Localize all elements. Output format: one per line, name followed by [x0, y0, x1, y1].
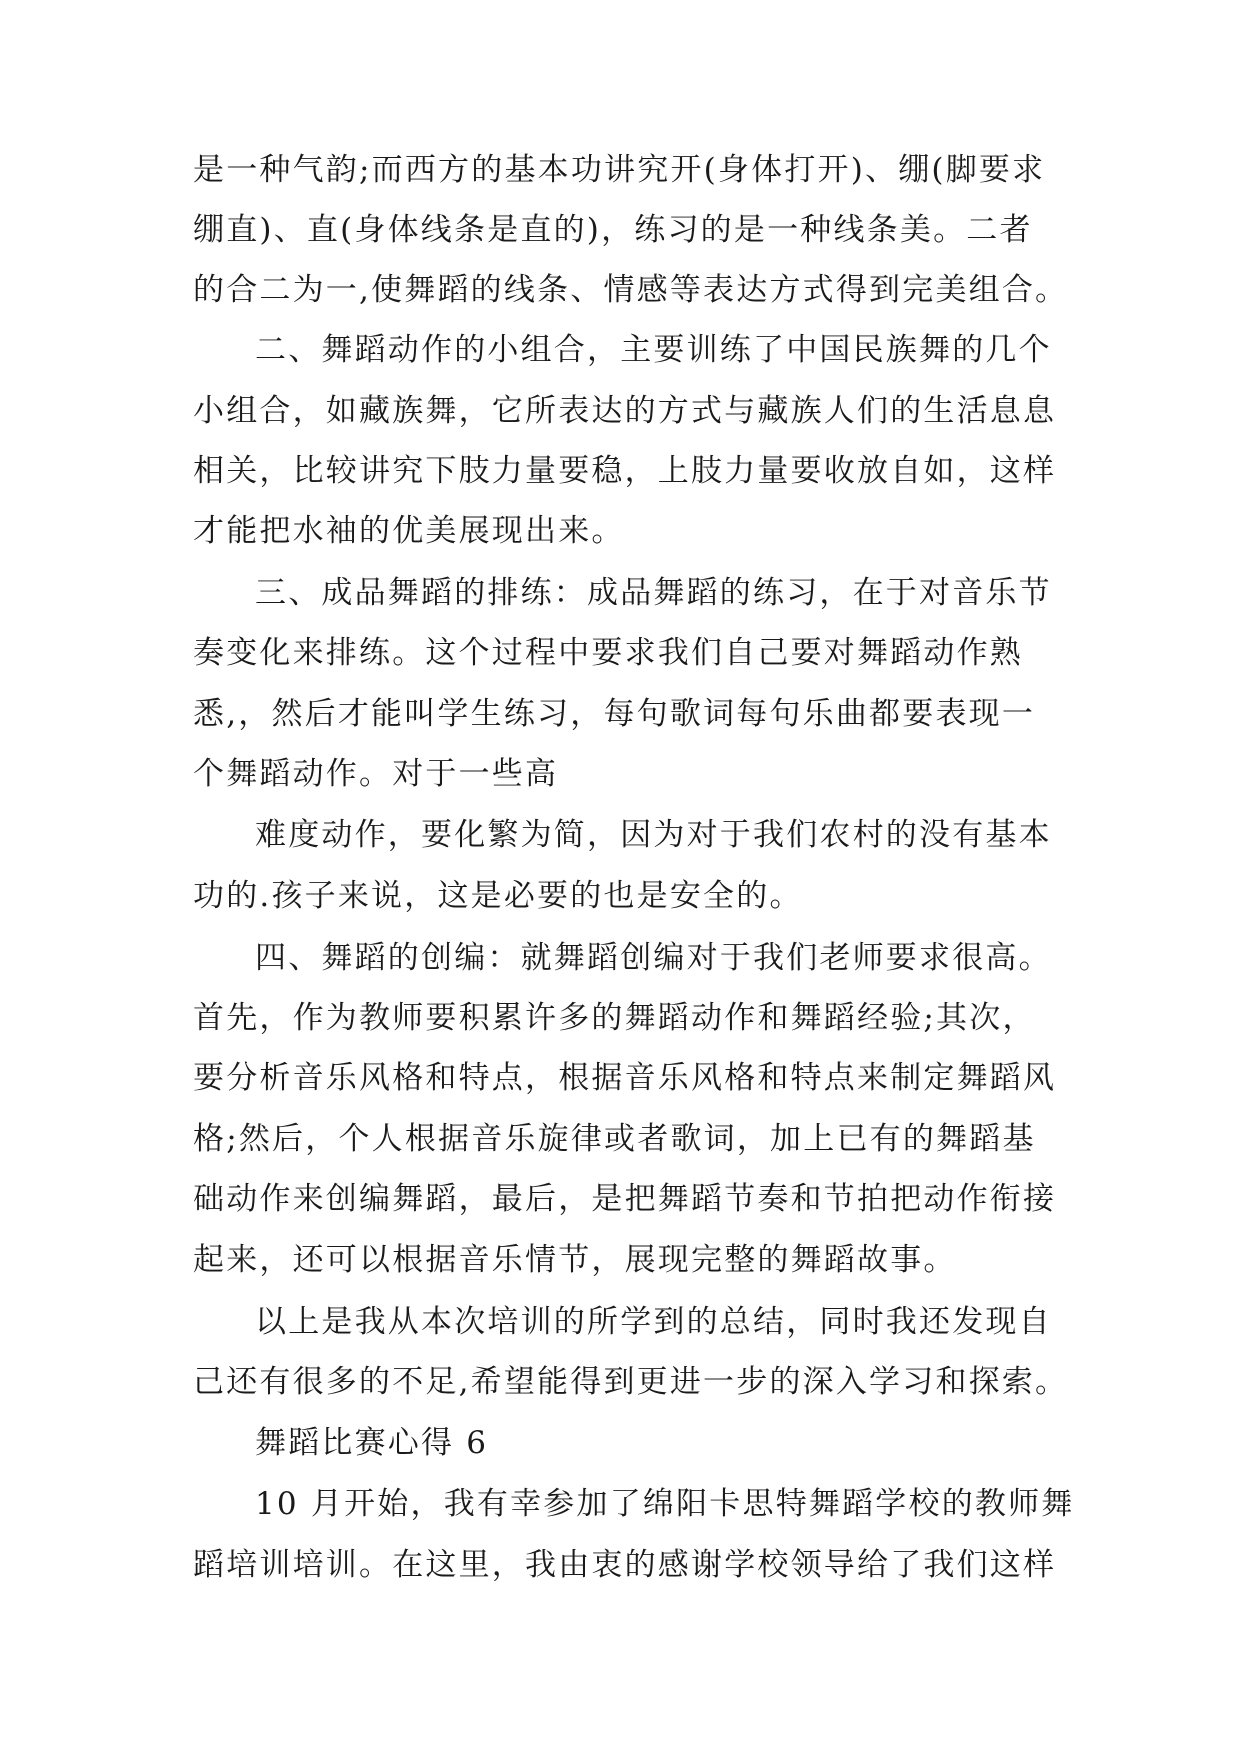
- text-line: 奏变化来排练。这个过程中要求我们自己要对舞蹈动作熟: [193, 635, 1023, 671]
- text-line: 绷直)、直(身体线条是直的)，练习的是一种线条美。二者: [193, 212, 1033, 248]
- text-line: 首先，作为教师要积累许多的舞蹈动作和舞蹈经验;其次，: [193, 1000, 1036, 1036]
- text-line: 要分析音乐风格和特点，根据音乐风格和特点来制定舞蹈风: [193, 1060, 1057, 1096]
- text-line: 格;然后，个人根据音乐旋律或者歌词，加上已有的舞蹈基: [193, 1121, 1036, 1157]
- text-line: 的合二为一,使舞蹈的线条、情感等表达方式得到完美组合。: [193, 272, 1069, 308]
- paragraph-start-line: 以上是我从本次培训的所学到的总结，同时我还发现自: [255, 1304, 1052, 1340]
- text-line: 起来，还可以根据音乐情节，展现完整的舞蹈故事。: [193, 1242, 957, 1278]
- section-heading: 舞蹈比赛心得 6: [255, 1425, 489, 1461]
- paragraph-start-line: 二、舞蹈动作的小组合，主要训练了中国民族舞的几个: [255, 332, 1052, 368]
- paragraph-start-line: 三、成品舞蹈的排练：成品舞蹈的练习，在于对音乐节: [255, 575, 1052, 611]
- text-line: 才能把水袖的优美展现出来。: [193, 513, 625, 549]
- text-line: 悉,，然后才能叫学生练习，每句歌词每句乐曲都要表现一: [193, 696, 1036, 732]
- text-line: 蹈培训培训。在这里，我由衷的感谢学校领导给了我们这样: [193, 1547, 1057, 1583]
- paragraph-start-line: 10 月开始，我有幸参加了绵阳卡思特舞蹈学校的教师舞: [255, 1486, 1075, 1522]
- text-line: 础动作来创编舞蹈，最后，是把舞蹈节奏和节拍把动作衔接: [193, 1181, 1057, 1217]
- text-line: 功的.孩子来说，这是必要的也是安全的。: [193, 878, 803, 914]
- paragraph-start-line: 四、舞蹈的创编：就舞蹈创编对于我们老师要求很高。: [255, 940, 1052, 976]
- text-line: 相关，比较讲究下肢力量要稳，上肢力量要收放自如，这样: [193, 453, 1057, 489]
- text-line: 己还有很多的不足,希望能得到更进一步的深入学习和探索。: [193, 1364, 1069, 1400]
- text-line: 个舞蹈动作。对于一些高: [193, 756, 559, 792]
- text-line: 是一种气韵;而西方的基本功讲究开(身体打开)、绷(脚要求: [193, 152, 1046, 188]
- paragraph-start-line: 难度动作，要化繁为简，因为对于我们农村的没有基本: [255, 817, 1052, 853]
- text-line: 小组合，如藏族舞，它所表达的方式与藏族人们的生活息息: [193, 393, 1057, 429]
